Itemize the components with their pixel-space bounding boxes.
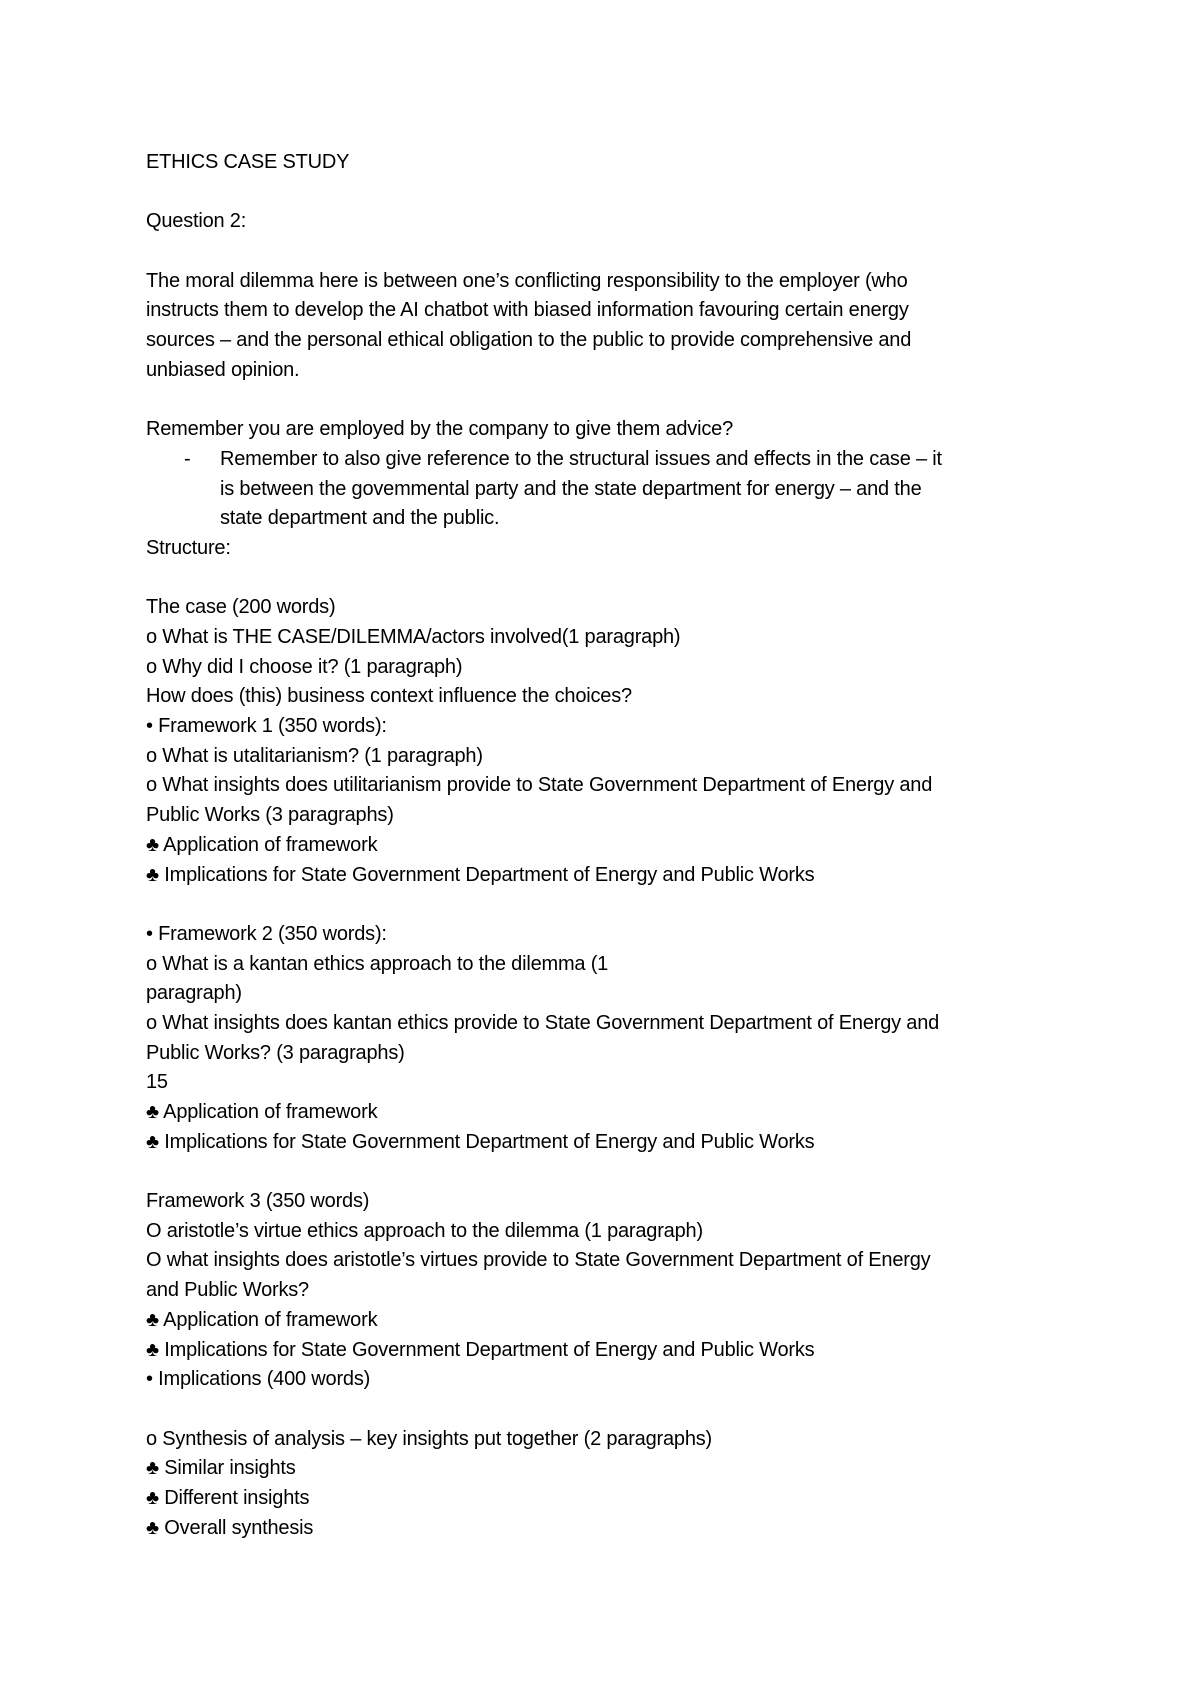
question-heading: Question 2: — [146, 210, 247, 233]
outline-line: O what insights does aristotle’s virtues provide to State Government Department of Energy — [146, 1249, 931, 1272]
outline-line: • Framework 1 (350 words): — [146, 715, 387, 738]
document-title: ETHICS CASE STUDY — [146, 151, 350, 173]
outline-line: Public Works? (3 paragraphs) — [146, 1041, 405, 1064]
outline-line: ♣ Implications for State Government Department of Energy and Public Works — [146, 1338, 815, 1361]
outline-line: ♣ Application of framework — [146, 1101, 378, 1123]
dash-bullet: - — [184, 447, 191, 470]
outline-line: ♣ Overall synthesis — [146, 1516, 314, 1539]
paragraph-line: Remember to also give reference to the structural issues and effects in the case – it — [220, 447, 942, 470]
outline-line: Framework 3 (350 words) — [146, 1190, 370, 1213]
blank-line — [146, 178, 1066, 208]
outline-line: O aristotle’s virtue ethics approach to the dilemma (1 paragraph) — [146, 1219, 703, 1242]
outline-line: and Public Works? — [146, 1279, 309, 1302]
outline-line: o What is THE CASE/DILEMMA/actors involved(1 paragraph) — [146, 626, 681, 648]
framework-3-section — [146, 1187, 1066, 1395]
paragraph-line: instructs them to develop the AI chatbot with biased information favouring certain energy — [146, 299, 909, 322]
outline-line: ♣ Application of framework — [146, 833, 378, 856]
dash-item-text — [220, 445, 1066, 534]
document-body — [146, 148, 1066, 1543]
outline-line: • Implications (400 words) — [146, 1368, 371, 1391]
outline-line: Public Works (3 paragraphs) — [146, 804, 394, 827]
blank-line — [146, 1395, 1066, 1425]
paragraph-line: is between the govemmental party and the state department for energy – and the — [220, 477, 922, 500]
dilemma-paragraph — [146, 267, 1066, 386]
outline-line: ♣ Similar insights — [146, 1457, 296, 1480]
reminder-line: Remember you are employed by the company to give them advice? — [146, 418, 733, 441]
outline-line: o Why did I choose it? (1 paragraph) — [146, 655, 463, 678]
outline-line: ♣ Implications for State Government Department of Energy and Public Works — [146, 1130, 815, 1153]
outline-line: ♣ Application of framework — [146, 1308, 378, 1331]
paragraph-line: sources – and the personal ethical obligation to the public to provide comprehensive and — [146, 329, 912, 352]
blank-line — [146, 1157, 1066, 1187]
blank-line — [146, 890, 1066, 920]
blank-line — [146, 237, 1066, 267]
outline-line: o What is utalitarianism? (1 paragraph) — [146, 744, 483, 767]
outline-line: paragraph) — [146, 982, 242, 1005]
synthesis-section — [146, 1425, 1066, 1544]
blank-line — [146, 386, 1066, 416]
framework-2-section — [146, 920, 1066, 1158]
outline-line: ♣ Different insights — [146, 1486, 310, 1509]
paragraph-line: state department and the public. — [220, 507, 500, 530]
paragraph-line: The moral dilemma here is between one’s conflicting responsibility to the employer (who — [146, 269, 908, 292]
outline-line: o What is a kantan ethics approach to the dilemma (1 — [146, 952, 609, 975]
blank-line — [146, 564, 1066, 594]
paragraph-line: unbiased opinion. — [146, 358, 300, 381]
outline-line: • Framework 2 (350 words): — [146, 922, 387, 945]
case-section — [146, 593, 1066, 890]
outline-line: o Synthesis of analysis – key insights put together (2 paragraphs) — [146, 1427, 713, 1450]
outline-line: The case (200 words) — [146, 596, 336, 619]
outline-line: 15 — [146, 1071, 168, 1094]
outline-line: o What insights does kantan ethics provide to State Government Department of Energy and — [146, 1011, 940, 1034]
outline-line: How does (this) business context influence the choices? — [146, 685, 632, 708]
structure-label: Structure: — [146, 536, 231, 559]
dash-list-item — [184, 445, 1066, 534]
outline-line: o What insights does utilitarianism provide to State Government Department of Energy and — [146, 774, 933, 797]
outline-line: ♣ Implications for State Government Department of Energy and Public Works — [146, 863, 815, 886]
